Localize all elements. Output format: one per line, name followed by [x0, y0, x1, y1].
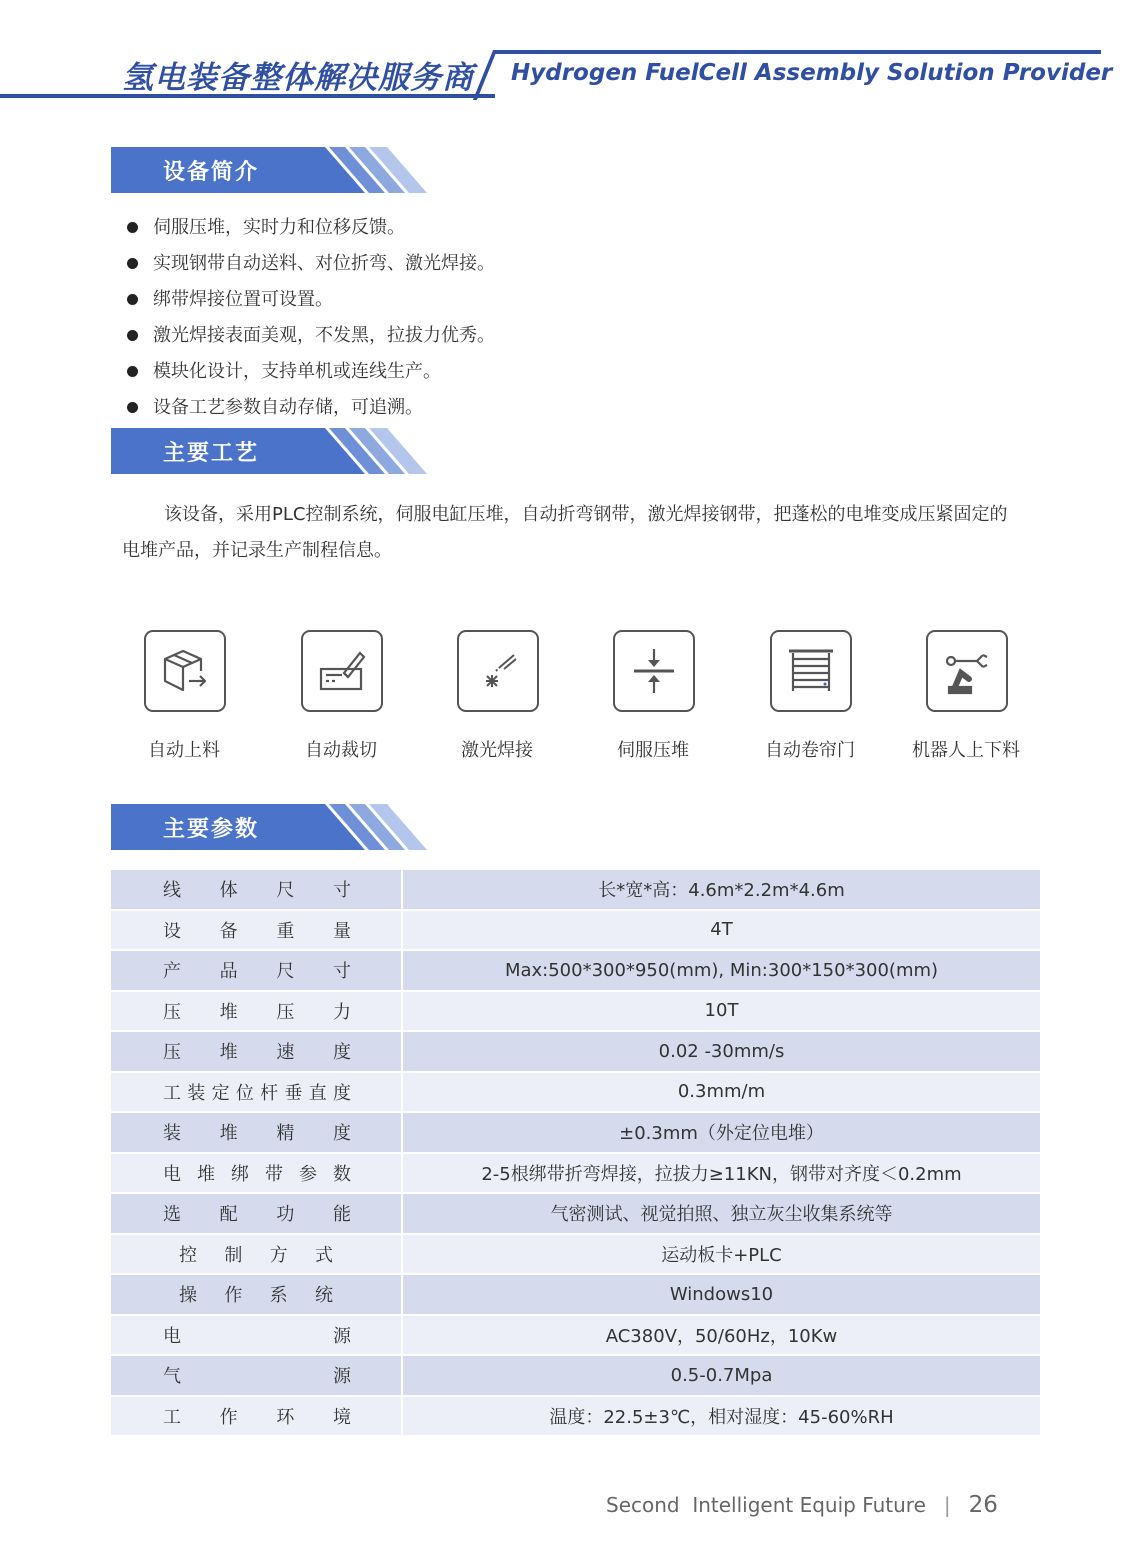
param-name-char: 系: [269, 1285, 288, 1307]
param-name-char: 设: [163, 920, 181, 942]
param-name-chars: [111, 1119, 401, 1145]
param-name-char: 境: [332, 1406, 351, 1428]
process-item-robot: [912, 630, 1020, 761]
table-row: [111, 1072, 1040, 1113]
section-title: 主要参数: [163, 817, 260, 842]
param-value: 运动板卡+PLC: [402, 1234, 1040, 1275]
bullet-dot: [127, 222, 138, 233]
roller-door-icon: [770, 630, 852, 712]
section-banner-process: [111, 428, 427, 474]
param-name-char: 寸: [332, 961, 351, 983]
bullet-text: 模块化设计，支持单机或连线生产。: [153, 361, 441, 382]
param-name: [111, 1355, 402, 1396]
param-name-char: 力: [332, 1001, 351, 1023]
param-value: 温度：22.5±3℃，相对湿度：45-60%RH: [402, 1396, 1040, 1437]
param-name-char: 杆: [260, 1082, 279, 1104]
param-name-char: 精: [276, 1123, 295, 1145]
cutting-icon: [301, 630, 383, 712]
param-name-chars: [111, 1362, 401, 1388]
param-name-char: 重: [276, 920, 295, 942]
param-value: ±0.3mm（外定位电堆）: [402, 1112, 1040, 1153]
param-value: Max:500*300*950(mm), Min:300*150*300(mm): [402, 950, 1040, 991]
param-name-chars: [111, 998, 401, 1024]
table-row: [111, 870, 1040, 910]
param-name-char: 压: [276, 1001, 295, 1023]
table-row: [111, 1193, 1040, 1234]
param-name: [111, 1031, 402, 1072]
table-row: [111, 1031, 1040, 1072]
bullet-dot: [127, 294, 138, 305]
param-name-char: 寸: [332, 880, 351, 902]
param-name-chars: [111, 1403, 401, 1429]
param-name-chars: [111, 876, 401, 902]
param-value: 长*宽*高：4.6m*2.2m*4.6m: [402, 870, 1040, 910]
param-name-char: 能: [332, 1204, 351, 1226]
process-item-label: 自动上料: [148, 740, 220, 761]
param-name: [111, 1072, 402, 1113]
param-name-char: 作: [224, 1285, 243, 1307]
bullet-text: 激光焊接表面美观，不发黑，拉拔力优秀。: [153, 325, 495, 346]
param-name-chars: [111, 1200, 401, 1226]
param-name-chars: [111, 1281, 401, 1307]
table-row: [111, 991, 1040, 1032]
box-feed-icon: [144, 630, 226, 712]
param-name-char: 体: [219, 880, 238, 902]
table-row: [111, 910, 1040, 951]
param-value: 0.3mm/m: [402, 1072, 1040, 1113]
footer-slogan: Second Intelligent Equip Future: [606, 1493, 926, 1517]
param-name-char: 尺: [276, 880, 295, 902]
press-icon: [613, 630, 695, 712]
process-item-label: 自动裁切: [305, 740, 377, 761]
param-name-char: 参: [299, 1163, 317, 1185]
param-value: 气密测试、视觉拍照、独立灰尘收集系统等: [402, 1193, 1040, 1234]
param-name-char: 装: [163, 1123, 181, 1145]
param-value: 0.02 -30mm/s: [402, 1031, 1040, 1072]
param-name-char: 绑: [231, 1163, 249, 1185]
param-name-char: 统: [314, 1285, 333, 1307]
param-name-char: 制: [224, 1244, 243, 1266]
header-rule-right: [495, 50, 1101, 54]
param-name-char: 度: [332, 1042, 351, 1064]
param-name-char: 压: [163, 1001, 181, 1023]
param-name-char: 工: [163, 1082, 181, 1104]
param-name-char: 带: [265, 1163, 283, 1185]
param-name-chars: [111, 957, 401, 983]
section-title: 设备简介: [163, 160, 260, 185]
param-name-char: 速: [276, 1042, 295, 1064]
process-item-label: 伺服压堆: [617, 740, 689, 761]
list-item: [125, 354, 495, 390]
table-row: [111, 1274, 1040, 1315]
param-name-char: 选: [163, 1204, 181, 1226]
param-name-char: 堆: [197, 1163, 215, 1185]
page-number: 26: [968, 1492, 998, 1518]
param-name-char: 压: [163, 1042, 181, 1064]
param-name-char: 作: [219, 1406, 238, 1428]
param-name-char: 度: [332, 1123, 351, 1145]
bullet-text: 设备工艺参数自动存储，可追溯。: [153, 397, 423, 418]
param-name: [111, 870, 402, 910]
list-item: [125, 318, 495, 354]
param-name-char: 直: [308, 1082, 327, 1104]
param-name-char: 操: [179, 1285, 197, 1307]
robot-arm-icon: [926, 630, 1008, 712]
param-name-char: 功: [276, 1204, 295, 1226]
param-name-char: 电: [163, 1163, 181, 1185]
param-name: [111, 1315, 402, 1356]
param-name-char: 堆: [219, 1001, 238, 1023]
param-value: Windows10: [402, 1274, 1040, 1315]
param-name: [111, 910, 402, 951]
param-name-char: 工: [163, 1406, 181, 1428]
param-name-char: 位: [235, 1082, 254, 1104]
banner-stripes: [111, 428, 427, 474]
param-name-char: 线: [163, 880, 181, 902]
banner-stripes: [111, 804, 427, 850]
process-item-label: 机器人上下料: [912, 740, 1020, 761]
bullet-dot: [127, 330, 138, 341]
table-row: [111, 1355, 1040, 1396]
param-name-char: 度: [332, 1082, 351, 1104]
param-name: [111, 1153, 402, 1194]
table-row: [111, 1315, 1040, 1356]
process-item-laser-weld: [457, 630, 539, 761]
process-item-servo-press: [613, 630, 695, 761]
process-description: 该设备，采用PLC控制系统，伺服电缸压堆，自动折弯钢带，激光焊接钢带，把蓬松的电堆变成压紧固定的电堆产品，并记录生产制程信息。: [122, 504, 1008, 561]
param-name: [111, 1193, 402, 1234]
list-item: [125, 210, 495, 246]
header-rule-slash: [473, 50, 497, 100]
param-name-chars: [111, 917, 401, 943]
param-name-char: 产: [163, 961, 181, 983]
process-item-label: 激光焊接: [461, 740, 533, 761]
section-title: 主要工艺: [163, 441, 260, 466]
param-name-char: 尺: [276, 961, 295, 983]
banner-stripes: [111, 147, 427, 193]
table-row: [111, 1112, 1040, 1153]
param-name-char: 环: [276, 1406, 295, 1428]
footer-separator: |: [943, 1493, 951, 1517]
param-name-char: 品: [219, 961, 238, 983]
bullet-text: 实现钢带自动送料、对位折弯、激光焊接。: [153, 253, 495, 274]
param-name: [111, 1274, 402, 1315]
bullet-text: 伺服压堆，实时力和位移反馈。: [153, 217, 405, 238]
process-item-auto-cut: [301, 630, 383, 761]
table-row: [111, 1153, 1040, 1194]
param-name-char: 备: [219, 920, 238, 942]
param-name-chars: [111, 1322, 401, 1348]
section-banner-params: [111, 804, 427, 850]
list-item: [125, 246, 495, 282]
table-row: [111, 1396, 1040, 1437]
header-title-cn: 氢电装备整体解决服务商: [122, 60, 474, 96]
param-name-char: 源: [333, 1325, 351, 1347]
param-name-char: 垂: [284, 1082, 303, 1104]
bullet-text: 绑带焊接位置可设置。: [153, 289, 333, 310]
param-name: [111, 991, 402, 1032]
param-name: [111, 1112, 402, 1153]
param-value: 10T: [402, 991, 1040, 1032]
param-name-char: 量: [332, 920, 351, 942]
param-name-char: 方: [269, 1244, 288, 1266]
param-name-chars: [111, 1079, 401, 1105]
table-row: [111, 950, 1040, 991]
param-name-char: 控: [179, 1244, 197, 1266]
param-value: 0.5-0.7Mpa: [402, 1355, 1040, 1396]
process-item-roller-door: [765, 630, 855, 761]
param-name: [111, 1396, 402, 1437]
params-table: [111, 870, 1040, 1437]
process-item-auto-feed: [144, 630, 226, 761]
param-name-chars: [111, 1241, 401, 1267]
bullet-dot: [127, 258, 138, 269]
list-item: [125, 282, 495, 318]
param-value: 2-5根绑带折弯焊接，拉拔力≥11KN，钢带对齐度＜0.2mm: [402, 1153, 1040, 1194]
param-name-char: 堆: [219, 1123, 238, 1145]
param-name-chars: [111, 1038, 401, 1064]
param-name-char: 定: [211, 1082, 230, 1104]
bullet-dot: [127, 366, 138, 377]
param-value: AC380V，50/60Hz，10Kw: [402, 1315, 1040, 1356]
table-row: [111, 1234, 1040, 1275]
list-item: [125, 390, 495, 426]
param-name-char: 源: [333, 1366, 351, 1388]
bullet-dot: [127, 402, 138, 413]
param-name-char: 装: [187, 1082, 206, 1104]
param-name: [111, 1234, 402, 1275]
param-name-char: 电: [163, 1325, 181, 1347]
param-name: [111, 950, 402, 991]
page-footer: [606, 1492, 998, 1518]
param-value: 4T: [402, 910, 1040, 951]
intro-bullet-list: [125, 210, 495, 426]
header-title-en: Hydrogen FuelCell Assembly Solution Provider: [511, 60, 1113, 86]
param-name-char: 堆: [219, 1042, 238, 1064]
section-banner-intro: [111, 147, 427, 193]
laser-weld-icon: [457, 630, 539, 712]
param-name-char: 配: [219, 1204, 238, 1226]
param-name-chars: [111, 1160, 401, 1186]
process-item-label: 自动卷帘门: [765, 740, 855, 761]
param-name-char: 数: [333, 1163, 351, 1185]
param-name-char: 式: [314, 1244, 333, 1266]
param-name-char: 气: [163, 1366, 181, 1388]
